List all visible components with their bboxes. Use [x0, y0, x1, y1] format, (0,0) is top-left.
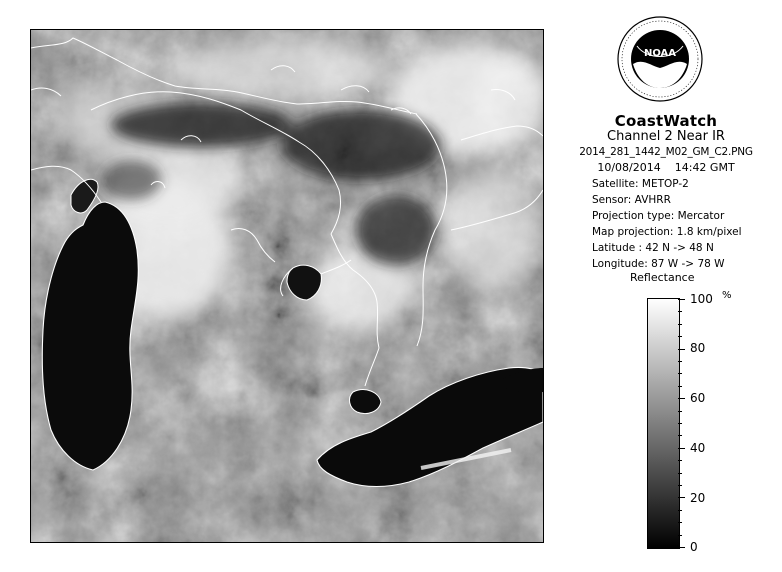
colorbar [647, 298, 680, 549]
colorbar-tick-35 [678, 460, 682, 461]
file-name: 2014_281_1442_M02_GM_C2.PNG [579, 146, 753, 158]
colorbar-tick-70 [678, 373, 682, 374]
longitude-range: Longitude: 87 W -> 78 W [592, 258, 725, 270]
colorbar-label-100: 100 [690, 292, 713, 306]
sensor-info: Sensor: AVHRR [592, 194, 671, 206]
colorbar-label-60: 60 [690, 391, 706, 405]
colorbar-tick-60 [678, 398, 685, 399]
date-time [560, 161, 772, 174]
colorbar-tick-45 [678, 435, 682, 436]
colorbar-tick-90 [678, 324, 682, 325]
satellite-info: Satellite: METOP-2 [592, 178, 689, 190]
colorbar-tick-95 [678, 311, 682, 312]
colorbar-tick-5 [678, 535, 682, 536]
colorbar-label-20: 20 [690, 491, 706, 505]
brand-title: CoastWatch [614, 112, 718, 130]
noaa-logo-text: NOAA [643, 48, 677, 59]
colorbar-tick-85 [678, 336, 682, 337]
date: 10/08/2014 [597, 161, 661, 174]
colorbar-tick-25 [678, 485, 682, 486]
colorbar-unit: % [722, 290, 732, 301]
colorbar-tick-15 [678, 510, 682, 511]
colorbar-tick-20 [678, 497, 685, 498]
colorbar-tick-55 [678, 411, 682, 412]
time: 14:42 GMT [674, 161, 735, 174]
colorbar-tick-40 [678, 448, 685, 449]
map-projection: Map projection: 1.8 km/pixel [592, 226, 742, 238]
colorbar-tick-50 [678, 423, 682, 424]
product-name: Channel 2 Near IR [607, 129, 725, 144]
near-ir-imagery [31, 30, 543, 542]
colorbar-tick-80 [678, 349, 685, 350]
colorbar-label-80: 80 [690, 341, 706, 355]
latitude-range: Latitude : 42 N -> 48 N [592, 242, 714, 254]
colorbar-title: Reflectance [630, 271, 695, 284]
colorbar-tick-0 [678, 547, 685, 548]
colorbar-tick-10 [678, 522, 682, 523]
colorbar-tick-100 [678, 299, 685, 300]
projection-type: Projection type: Mercator [592, 210, 725, 222]
colorbar-tick-75 [678, 361, 682, 362]
noaa-logo [617, 16, 703, 102]
colorbar-tick-65 [678, 386, 682, 387]
colorbar-label-40: 40 [690, 441, 706, 455]
satellite-image [30, 29, 544, 543]
colorbar-tick-30 [678, 473, 682, 474]
colorbar-label-0: 0 [690, 540, 698, 554]
